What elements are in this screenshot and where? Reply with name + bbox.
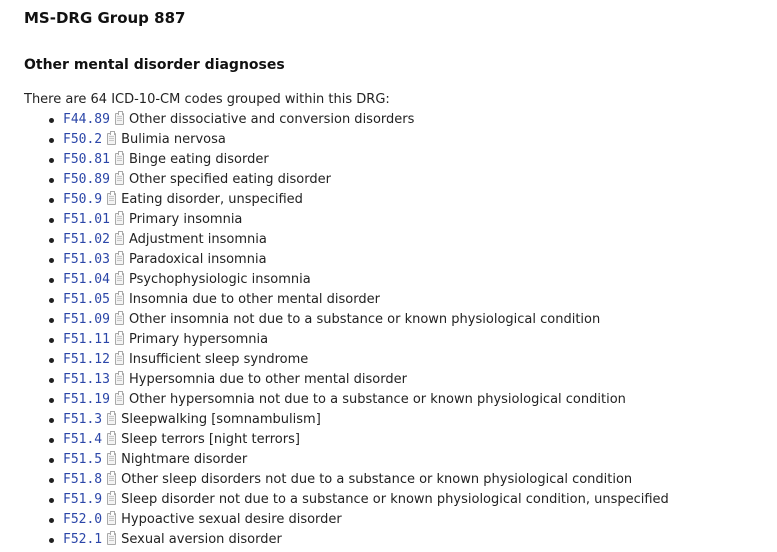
clipboard-icon[interactable]: [115, 153, 124, 165]
code-description: Nightmare disorder: [121, 452, 248, 467]
clipboard-icon[interactable]: [107, 433, 116, 445]
clipboard-icon[interactable]: [107, 453, 116, 465]
code-link[interactable]: F51.8: [63, 472, 103, 487]
code-description: Other dissociative and conversion disorders: [128, 112, 415, 127]
list-item: [48, 130, 669, 150]
list-item: [48, 110, 669, 130]
clipboard-icon[interactable]: [115, 253, 124, 265]
list-item: [48, 370, 669, 390]
clipboard-icon[interactable]: [115, 293, 124, 305]
list-item: [48, 270, 669, 290]
code-description: Primary insomnia: [128, 212, 243, 227]
code-link[interactable]: F51.05: [63, 292, 110, 307]
clipboard-icon[interactable]: [107, 413, 116, 425]
clipboard-icon[interactable]: [107, 513, 116, 525]
list-item: [48, 210, 669, 230]
code-link[interactable]: F50.2: [63, 132, 103, 147]
clipboard-icon[interactable]: [107, 533, 116, 545]
list-item: [48, 490, 669, 510]
code-link[interactable]: F50.9: [63, 192, 103, 207]
code-list: [48, 110, 669, 550]
code-description: Paradoxical insomnia: [128, 252, 267, 267]
list-item: [48, 530, 669, 550]
code-description: Bulimia nervosa: [121, 132, 226, 147]
list-item: [48, 450, 669, 470]
code-description: Hypersomnia due to other mental disorder: [128, 372, 407, 387]
list-item: [48, 230, 669, 250]
code-description: Other insomnia not due to a substance or known physiological condition: [128, 312, 601, 327]
code-description: Other hypersomnia not due to a substance or known physiological condition: [128, 392, 626, 407]
code-link[interactable]: F52.0: [63, 512, 103, 527]
code-link[interactable]: F51.09: [63, 312, 110, 327]
code-description: Sleep terrors [night terrors]: [121, 432, 300, 447]
code-link[interactable]: F51.4: [63, 432, 103, 447]
page-title: MS-DRG Group 887: [24, 9, 186, 27]
code-description: Sleepwalking [somnambulism]: [121, 412, 321, 427]
code-description: Other specified eating disorder: [128, 172, 331, 187]
clipboard-icon[interactable]: [115, 313, 124, 325]
clipboard-icon[interactable]: [107, 473, 116, 485]
code-description: Insufficient sleep syndrome: [128, 352, 309, 367]
list-item: [48, 330, 669, 350]
list-item: [48, 310, 669, 330]
code-description: Sexual aversion disorder: [121, 532, 282, 547]
clipboard-icon[interactable]: [107, 493, 116, 505]
code-link[interactable]: F51.19: [63, 392, 110, 407]
list-item: [48, 430, 669, 450]
clipboard-icon[interactable]: [115, 373, 124, 385]
clipboard-icon[interactable]: [115, 273, 124, 285]
code-link[interactable]: F51.04: [63, 272, 110, 287]
list-item: [48, 410, 669, 430]
clipboard-icon[interactable]: [107, 133, 116, 145]
code-description: Eating disorder, unspecified: [121, 192, 303, 207]
list-item: [48, 350, 669, 370]
list-item: [48, 250, 669, 270]
clipboard-icon[interactable]: [115, 333, 124, 345]
list-item: [48, 470, 669, 490]
code-link[interactable]: F50.89: [63, 172, 110, 187]
list-item: [48, 150, 669, 170]
list-item: [48, 190, 669, 210]
code-description: Adjustment insomnia: [128, 232, 267, 247]
code-link[interactable]: F44.89: [63, 112, 110, 127]
code-description: Insomnia due to other mental disorder: [128, 292, 380, 307]
code-link[interactable]: F50.81: [63, 152, 110, 167]
code-description: Hypoactive sexual desire disorder: [121, 512, 342, 527]
code-description: Sleep disorder not due to a substance or known physiological condition, unspecified: [121, 492, 669, 507]
list-item: [48, 390, 669, 410]
code-description: Binge eating disorder: [128, 152, 269, 167]
list-item: [48, 170, 669, 190]
code-link[interactable]: F51.02: [63, 232, 110, 247]
code-link[interactable]: F51.13: [63, 372, 110, 387]
code-link[interactable]: F51.5: [63, 452, 103, 467]
code-link[interactable]: F51.01: [63, 212, 110, 227]
clipboard-icon[interactable]: [115, 353, 124, 365]
code-link[interactable]: F51.11: [63, 332, 110, 347]
clipboard-icon[interactable]: [107, 193, 116, 205]
code-link[interactable]: F51.03: [63, 252, 110, 267]
code-link[interactable]: F51.12: [63, 352, 110, 367]
clipboard-icon[interactable]: [115, 173, 124, 185]
clipboard-icon[interactable]: [115, 233, 124, 245]
clipboard-icon[interactable]: [115, 113, 124, 125]
code-link[interactable]: F51.9: [63, 492, 103, 507]
clipboard-icon[interactable]: [115, 393, 124, 405]
intro-text: There are 64 ICD-10-CM codes grouped within this DRG:: [24, 92, 390, 107]
list-item: [48, 290, 669, 310]
code-description: Primary hypersomnia: [128, 332, 269, 347]
code-link[interactable]: F51.3: [63, 412, 103, 427]
code-link[interactable]: F52.1: [63, 532, 103, 547]
drg-description: Other mental disorder diagnoses: [24, 57, 285, 73]
clipboard-icon[interactable]: [115, 213, 124, 225]
list-item: [48, 510, 669, 530]
code-description: Other sleep disorders not due to a substance or known physiological condition: [121, 472, 633, 487]
code-description: Psychophysiologic insomnia: [128, 272, 311, 287]
